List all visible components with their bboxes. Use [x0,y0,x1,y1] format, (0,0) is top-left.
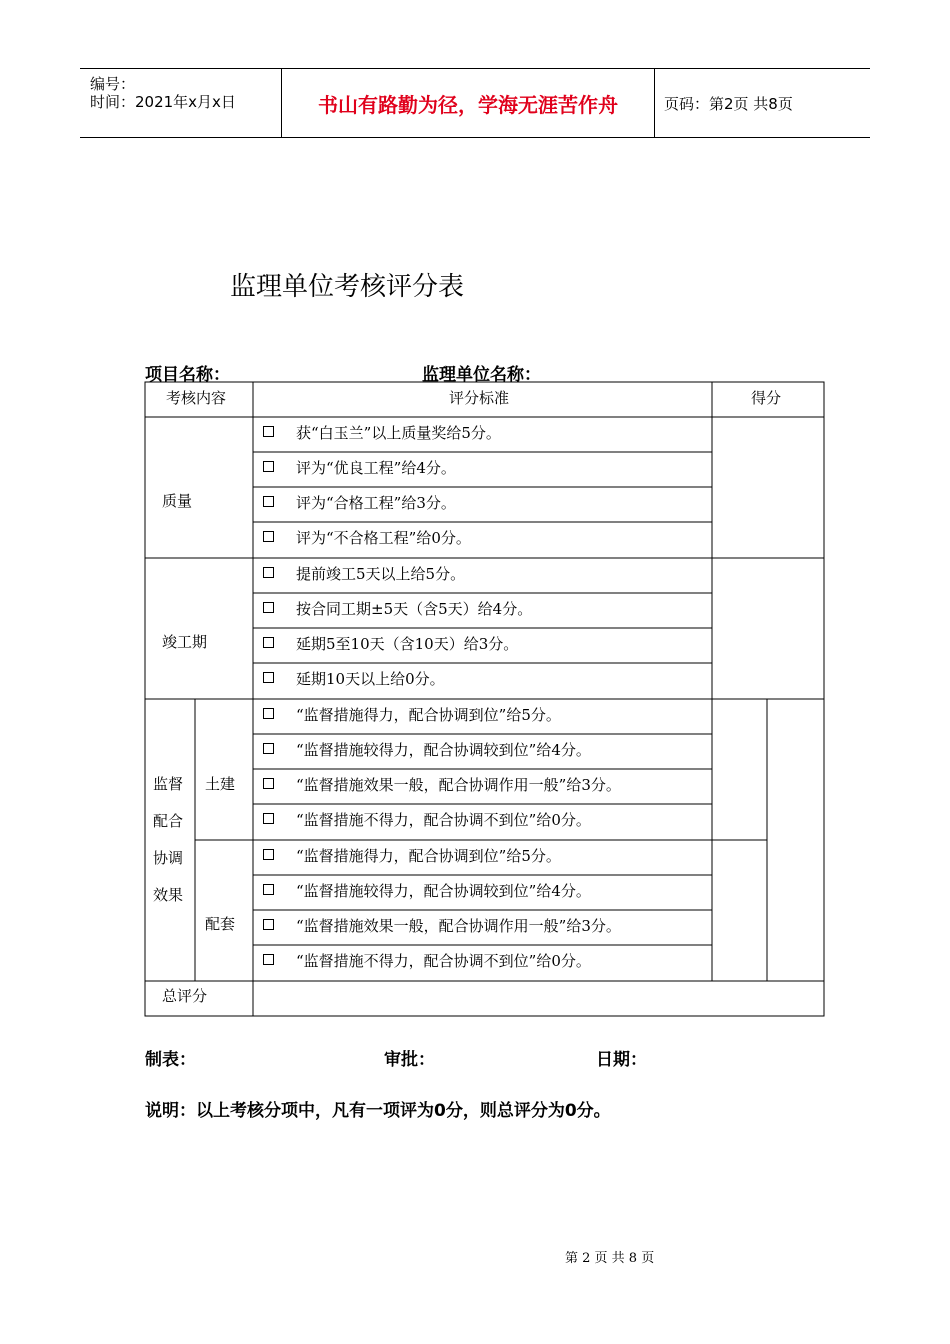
schedule-item: 提前竣工5天以上给5分。 [263,564,465,584]
col-header-content: 考核内容 [166,389,227,407]
checkbox-icon[interactable] [263,954,274,965]
quality-item: 评为“合格工程”给3分。 [263,493,456,513]
col-header-criteria: 评分标准 [449,389,510,407]
supporting-item: “监督措施得力，配合协调到位”给5分。 [263,846,561,866]
supporting-item: “监督措施不得力，配合协调不到位”给0分。 [263,951,591,971]
page-number: 第 2 页 共 8 页 [565,1251,655,1266]
checkbox-icon[interactable] [263,567,274,578]
coordination-label-line: 配合 [153,812,184,830]
schedule-label: 竣工期 [162,633,208,651]
checkbox-icon[interactable] [263,672,274,683]
prepared-by-label: 制表： [145,1050,196,1070]
supporting-label: 配套 [205,915,236,933]
col-header-score: 得分 [751,389,782,407]
checkbox-icon[interactable] [263,637,274,648]
quality-label: 质量 [162,492,193,510]
supporting-item: “监督措施效果一般，配合协调作用一般”给3分。 [263,916,621,936]
checkbox-icon[interactable] [263,849,274,860]
civil-item: “监督措施不得力，配合协调不到位”给0分。 [263,810,591,830]
schedule-item: 按合同工期±5天（含5天）给4分。 [263,599,532,619]
checkbox-icon[interactable] [263,919,274,930]
coordination-label-line: 监督 [153,775,184,793]
checkbox-icon[interactable] [263,778,274,789]
checkbox-icon[interactable] [263,743,274,754]
checkbox-icon[interactable] [263,708,274,719]
schedule-item: 延期10天以上给0分。 [263,669,445,689]
quality-item: 获“白玉兰”以上质量奖给5分。 [263,423,501,443]
quality-item: 评为“不合格工程”给0分。 [263,528,471,548]
checkbox-icon[interactable] [263,461,274,472]
coordination-label-line: 效果 [153,886,184,904]
civil-item: “监督措施效果一般，配合协调作用一般”给3分。 [263,775,621,795]
supporting-item: “监督措施较得力，配合协调较到位”给4分。 [263,881,591,901]
total-score-label: 总评分 [162,987,208,1005]
number-label: 编号： [90,75,136,93]
civil-item: “监督措施得力，配合协调到位”给5分。 [263,705,561,725]
project-name-label: 项目名称： [145,365,230,385]
header-page-info: 页码：第2页 共8页 [664,94,793,113]
checkbox-icon[interactable] [263,496,274,507]
header-motto: 书山有路勤为径，学海无涯苦作舟 [281,69,655,137]
approved-by-label: 审批： [384,1050,435,1070]
checkbox-icon[interactable] [263,602,274,613]
unit-name-label: 监理单位名称： [422,365,541,385]
explanation-note: 说明：以上考核分项中，凡有一项评为0分，则总评分为0分。 [145,1101,611,1121]
checkbox-icon[interactable] [263,884,274,895]
checkbox-icon[interactable] [263,426,274,437]
quality-item: 评为“优良工程”给4分。 [263,458,456,478]
coordination-label-line: 协调 [153,849,184,867]
date-label: 日期： [596,1050,647,1070]
time-label: 时间：2021年x月x日 [90,93,236,111]
page-title: 监理单位考核评分表 [230,272,465,302]
checkbox-icon[interactable] [263,531,274,542]
checkbox-icon[interactable] [263,813,274,824]
schedule-item: 延期5至10天（含10天）给3分。 [263,634,518,654]
civil-item: “监督措施较得力，配合协调较到位”给4分。 [263,740,591,760]
civil-label: 土建 [205,775,236,793]
